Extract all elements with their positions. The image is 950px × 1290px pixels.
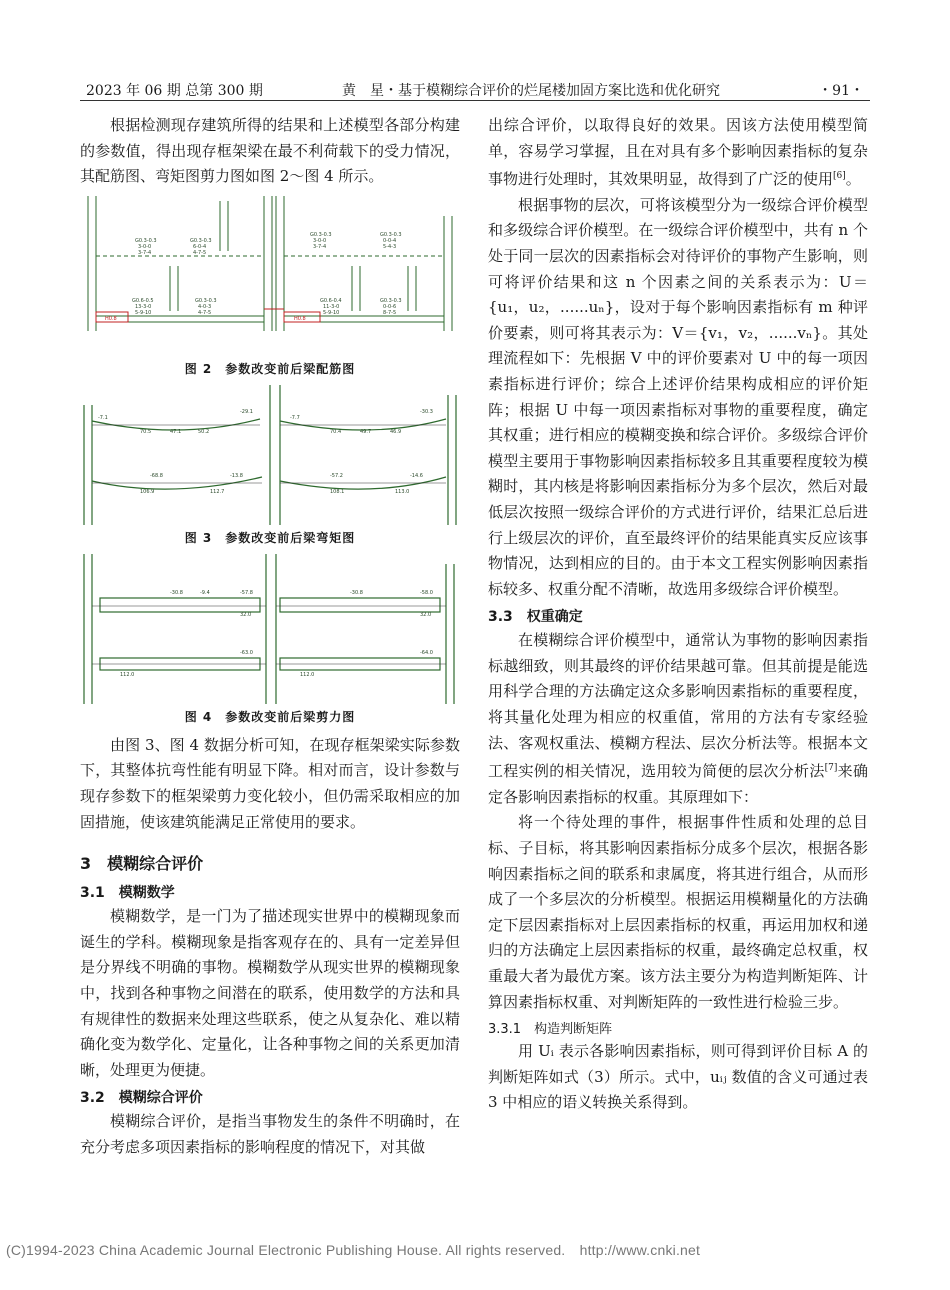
section-label: H0.8 (294, 315, 306, 322)
page-number: ・91・ (818, 83, 864, 99)
moment-value: 49.7 (360, 428, 372, 435)
section-3-3-heading: 3.3 权重确定 (488, 609, 583, 626)
figure-3 (80, 385, 460, 525)
shear-value: 112.0 (120, 671, 135, 678)
shear-value: -58.0 (420, 589, 433, 596)
bending-moment-diagram (80, 385, 460, 525)
continued-paragraph (488, 113, 868, 193)
reinforcement-label: 13-3-0 (135, 303, 152, 310)
moment-value: 50.2 (198, 428, 210, 435)
reinforcement-diagram (80, 196, 460, 356)
shear-value: 32.0 (420, 611, 432, 618)
moment-value: 113.0 (395, 488, 410, 495)
intro-paragraph: 根据检测现存建筑所得的结果和上述模型各部分构建的参数值，得出现存框架梁在最不利荷载下的受力情况，其配筋图、弯矩图剪力图如图 2～图 4 所示。 (80, 116, 460, 186)
reinforcement-label: G0.3-0.3 (310, 231, 332, 238)
moment-value: 112.7 (210, 488, 225, 495)
shear-value: -64.0 (420, 649, 433, 656)
weight-paragraph (488, 628, 868, 810)
copyright-footer: (C)1994-2023 China Academic Journal Electronic Publishing House. All rights reserved. http://www.cnki.net (6, 1242, 701, 1258)
section-3-heading: 3 模糊综合评价 (80, 854, 204, 874)
section-3-1-heading: 3.1 模糊数学 (80, 885, 175, 902)
fuzzy-math-paragraph: 模糊数学，是一门为了描述现实世界中的模糊现象而诞生的学科。模糊现象是指客观存在的、具有一定差异但是分界线不明确的事物。模糊数学从现实世界的模糊现象中，找到各种事物之间潜在的联系，使用数学的方法和具有规律性的数据来处理这些联系，使之从复杂化、难以精确化变为数学化、定量化，让各种事物之间的关系更加清晰，处理更为便捷。 (80, 907, 460, 1079)
weight-text-end: 来确定各影响因素指标的权重。其原理如下： (488, 762, 868, 806)
reinforcement-label: G0.3-0.3 (380, 297, 402, 304)
reinforcement-label: 11-3-0 (323, 303, 340, 310)
weight-text: 在模糊综合评价模型中，通常认为事物的影响因素指标越细致，则其最终的评价结果越可靠。但其前提是能选用科学合理的方法确定这众多影响因素指标的重要程度，将其量化处理为相应的权重值，常用的方法有专家经验法、客观权重法、模糊方程法、层次分析法等。根据本文工程实例的相关情况，选用较为简便的层次分析法 (488, 631, 868, 781)
moment-value: 70.4 (330, 428, 342, 435)
reinforcement-label: G0.6-0.5 (132, 297, 154, 304)
citation-7: [7] (824, 763, 838, 774)
shear-value: -30.8 (170, 589, 183, 596)
moment-value: -13.8 (230, 472, 243, 479)
section-3-2-heading: 3.2 模糊综合评价 (80, 1090, 203, 1107)
reinforcement-label: 3-7-4 (138, 249, 152, 256)
right-column (488, 113, 868, 1116)
moment-value: -14.6 (410, 472, 423, 479)
shear-value: 32.0 (240, 611, 252, 618)
moment-value: -29.1 (240, 408, 253, 415)
moment-value: 106.9 (140, 488, 155, 495)
issue-info: 2023 年 06 期 总第 300 期 (86, 83, 263, 99)
reinforcement-label: 5-4-3 (383, 243, 397, 250)
left-column (80, 113, 460, 1161)
moment-value: -68.8 (150, 472, 163, 479)
moment-value: 46.9 (390, 428, 402, 435)
moment-value: -7.1 (98, 414, 108, 421)
section-3-3-1-heading: 3.3.1 构造判断矩阵 (488, 1022, 613, 1038)
reinforcement-label: G0.6-0.4 (320, 297, 342, 304)
reinforcement-label: G0.3-0.3 (195, 297, 217, 304)
reinforcement-label: 6-0-4 (193, 243, 207, 250)
reinforcement-label: 5-9-10 (323, 309, 340, 316)
moment-value: -57.2 (330, 472, 343, 479)
shear-value: -30.8 (350, 589, 363, 596)
figure-2 (80, 196, 460, 356)
reinforcement-label: 0-0-6 (383, 303, 397, 310)
reinforcement-label: 4-7-5 (193, 249, 207, 256)
reinforcement-label: 5-9-10 (135, 309, 152, 316)
fuzzy-eval-paragraph: 模糊综合评价，是指当事物发生的条件不明确时，在充分考虑多项因素指标的影响程度的情况下，对其做 (80, 1112, 460, 1156)
section-label: H0.8 (105, 315, 117, 322)
citation-6: [6] (833, 171, 846, 182)
reinforcement-label: 3-7-4 (313, 243, 327, 250)
shear-force-diagram (80, 554, 460, 704)
model-levels-paragraph: 根据事物的层次，可将该模型分为一级综合评价模型和多级综合评价模型。在一级综合评价模型中，共有 n 个处于同一层次的因素指标会对待评价的事物产生影响，则可将评价结果和这 n 个因素之间的关系表示为：U＝{u₁，u₂，......uₙ}，设对于每个影响因素指标有 m 种评价要素，则可将其表示为：V＝{v₁，v₂，......vₙ}。其处理流程如下：先根据 V 中的评价要素对 U 中的每一项因素指标进行评价；综合上述评价结果构成相应的评价矩阵；根据 U 中每一项因素指标对事物的重要程度，确定其权重；进行相应的模糊变换和综合评价。多级综合评价模型主要用于事物影响因素指标较多且其重要程度较为模糊时，其内核是将影响因素指标分为多个层次，然后对最低层次按照一级综合评价的方式进行评价，结果汇总后进行上级层次的评价，直至最终评价的结果能真实反应该事物情况，达到相应的目的。由于本文工程实例影响因素指标较多、权重分配不清晰，故选用多级综合评价模型。 (488, 195, 868, 598)
reinforcement-label: G0.3-0.3 (380, 231, 402, 238)
reinforcement-label: 4-0-3 (198, 303, 212, 310)
shear-value: -9.4 (200, 589, 210, 596)
shear-value: -57.8 (240, 589, 253, 596)
continued-text: 出综合评价，以取得良好的效果。因该方法使用模型简单，容易学习掌握，且在对具有多个影响因素指标的复杂事物进行处理时，其效果明显，故得到了广泛的使用 (488, 116, 868, 189)
reinforcement-label: 4-7-5 (198, 309, 212, 316)
moment-value: 47.1 (170, 428, 182, 435)
moment-value: -7.7 (290, 414, 300, 421)
reinforcement-label: G0.3-0.3 (190, 237, 212, 244)
figure-2-caption: 图 2 参数改变前后梁配筋图 (184, 361, 356, 376)
shear-value: 112.0 (300, 671, 315, 678)
article-title-header: 黄 星・基于模糊综合评价的烂尾楼加固方案比选和优化研究 (342, 83, 720, 99)
figure-3-caption: 图 3 参数改变前后梁弯矩图 (184, 530, 356, 545)
reinforcement-label: 3-0-0 (138, 243, 152, 250)
shear-value: -63.0 (240, 649, 253, 656)
matrix-paragraph: 用 Uᵢ 表示各影响因素指标，则可得到评价目标 A 的判断矩阵如式（3）所示。式中，uᵢⱼ 数值的含义可通过表 3 中相应的语义转换关系得到。 (488, 1042, 868, 1112)
moment-value: 70.5 (140, 428, 152, 435)
figure-4-caption: 图 4 参数改变前后梁剪力图 (184, 709, 356, 724)
figure-4 (80, 554, 460, 704)
analysis-paragraph: 由图 3、图 4 数据分析可知，在现存框架梁实际参数下，其整体抗弯性能有明显下降。相对而言，设计参数与现存参数下的框架梁剪力变化较小，但仍需采取相应的加固措施，使该建筑能满足正常使用的要求。 (80, 735, 460, 831)
reinforcement-label: 0-0-4 (383, 237, 397, 244)
moment-value: 108.1 (330, 488, 345, 495)
reinforcement-label: 8-7-5 (383, 309, 397, 316)
moment-value: -30.3 (420, 408, 433, 415)
reinforcement-label: 3-0-0 (313, 237, 327, 244)
continued-end: 。 (845, 170, 861, 189)
reinforcement-label: G0.3-0.3 (135, 237, 157, 244)
running-header (80, 76, 870, 101)
ahp-paragraph: 将一个待处理的事件，根据事件性质和处理的总目标、子目标，将其影响因素指标分成多个层次，根据各影响因素指标之间的联系和隶属度，将其进行组合，从而形成了一个多层次的分析模型。根据运用模糊量化的方法确定下层因素指标对上层因素指标的权重，再运用加权和递归的方法确定上层因素指标的权重，最终确定总权重，权重最大者为最优方案。该方法主要分为构造判断矩阵、计算因素指标权重、对判断矩阵的一致性进行检验三步。 (488, 813, 868, 1011)
